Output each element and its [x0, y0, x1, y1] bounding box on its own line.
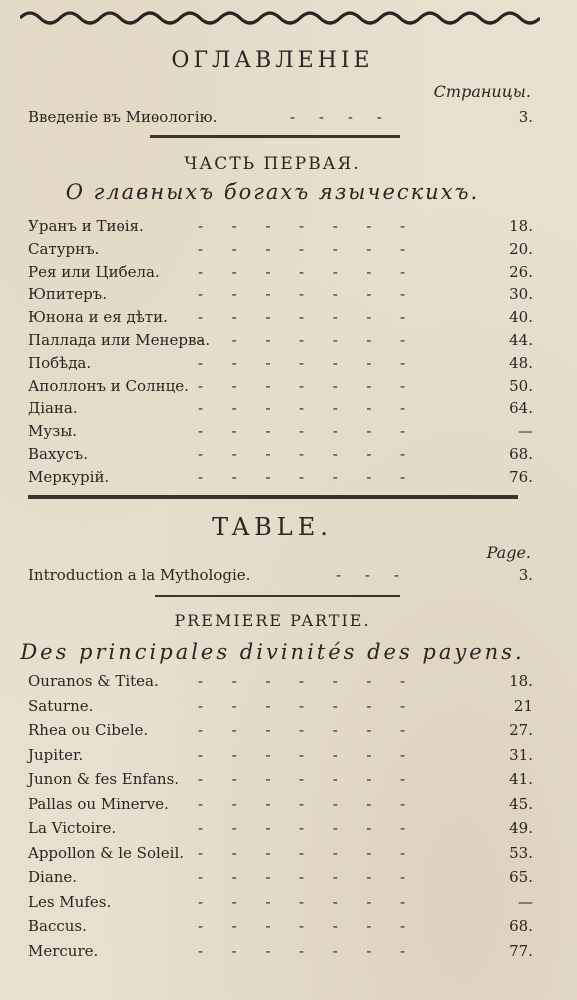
leader-dashes: - - - - - - -	[198, 794, 406, 813]
toc-row	[28, 284, 533, 304]
entry-label: Mercure.	[28, 941, 99, 960]
entry-label: Аполлонъ и Солнце.	[28, 376, 189, 395]
entry-page: 18.	[509, 217, 533, 235]
entry-page: 45.	[509, 794, 533, 813]
toc-row	[28, 867, 533, 887]
entry-page: 50.	[509, 376, 533, 395]
toc-row	[28, 720, 533, 740]
entry-label: Побѣда.	[28, 353, 92, 372]
entry-label: Saturne.	[28, 696, 94, 715]
entry-label: Рея или Цибела.	[28, 262, 160, 281]
entry-label: Jupiter.	[28, 745, 84, 764]
entry-page: —	[518, 892, 533, 911]
entry-page: 40.	[509, 308, 533, 327]
toc-row	[28, 398, 533, 418]
toc-row	[28, 330, 533, 350]
entry-label: Junon & fes Enfans.	[28, 770, 180, 788]
entry-page: 18.	[509, 672, 533, 690]
leader-dashes: - - - - - - -	[198, 745, 406, 764]
french-part-title: PREMIERE PARTIE.	[174, 611, 371, 630]
toc-row	[28, 444, 533, 464]
leader-dashes: - - - - - - -	[198, 672, 406, 690]
entry-page: 77.	[509, 941, 533, 960]
toc-row	[28, 467, 533, 487]
entry-page: 41.	[509, 770, 533, 788]
toc-row	[28, 892, 533, 912]
leader-dashes: - - - - - - -	[198, 331, 406, 349]
toc-row	[28, 421, 533, 441]
french-heading: TABLE.	[212, 513, 333, 541]
leader-dashes: - - - - - - -	[198, 843, 406, 862]
entry-page: 27.	[509, 721, 533, 739]
entry-page: 68.	[509, 445, 533, 463]
divider-rule	[155, 595, 400, 597]
toc-row	[28, 262, 533, 282]
entry-page: 21	[513, 696, 533, 715]
leader-dashes: - - - - - - -	[198, 285, 406, 304]
entry-label: Pallas ou Minerve.	[28, 794, 169, 813]
leader-dashes: - - - - - - -	[198, 819, 406, 837]
entry-label: Ouranos & Titea.	[28, 672, 159, 690]
entry-page: 3.	[518, 108, 533, 126]
entry-page: 31.	[509, 745, 533, 764]
entry-label: Меркурій.	[28, 467, 110, 486]
leader-dashes: - - - - - - -	[198, 917, 406, 935]
toc-row	[28, 769, 533, 789]
leader-dashes: - - - - - - -	[198, 770, 406, 788]
divider-rule	[150, 135, 400, 138]
entry-label: Юпитеръ.	[28, 285, 107, 304]
leader-dashes: - - - - - - -	[198, 892, 406, 911]
leader-dashes: - - - - - - -	[198, 217, 406, 235]
toc-row	[28, 843, 533, 863]
toc-row	[28, 376, 533, 396]
toc-row	[28, 353, 533, 373]
russian-subtitle: О главныхъ богахъ языческихъ.	[65, 180, 480, 204]
toc-row	[28, 307, 533, 327]
leader-dashes: - - - - - - -	[198, 467, 406, 486]
entry-page: —	[518, 422, 533, 441]
russian-pages-label: Страницы.	[433, 82, 531, 101]
entry-label: Музы.	[28, 422, 78, 441]
entry-page: 49.	[509, 819, 533, 837]
russian-intro-row: Введеніе въ Миѳологію. - - - - 3.	[28, 108, 533, 126]
wave-ornament	[20, 6, 540, 28]
toc-row	[28, 671, 533, 691]
toc-row	[28, 745, 533, 765]
leader-dashes: - - - - - - -	[198, 721, 406, 739]
leader-dashes: - - - - - - -	[198, 941, 406, 960]
divider-rule	[28, 495, 518, 499]
toc-row	[28, 916, 533, 936]
leader-dashes: - - - - - - -	[198, 422, 406, 441]
toc-row	[28, 696, 533, 716]
entry-label: Введеніе въ Миѳологію.	[28, 108, 218, 126]
entry-label: Паллада или Менерва.	[28, 331, 211, 349]
entry-page: 76.	[509, 467, 533, 486]
russian-part-title: ЧАСТЬ ПЕРВАЯ.	[184, 154, 361, 174]
entry-page: 44.	[509, 331, 533, 349]
entry-label: Baccus.	[28, 917, 87, 935]
toc-row	[28, 818, 533, 838]
entry-page: 20.	[509, 239, 533, 258]
russian-heading: ОГЛАВЛЕНІЕ	[171, 48, 374, 73]
entry-page: 30.	[509, 285, 533, 304]
entry-label: Appollon & le Soleil.	[28, 843, 185, 862]
entry-label: Сатурнъ.	[28, 239, 100, 258]
leader-dashes: - - - - - - -	[198, 239, 406, 258]
entry-page: 64.	[509, 399, 533, 418]
leader-dashes: - - - - - - -	[198, 445, 406, 463]
entry-page: 68.	[509, 917, 533, 935]
entry-label: Diane.	[28, 868, 78, 886]
entry-label: Rhea ou Cibele.	[28, 721, 149, 739]
entry-label: Les Mufes.	[28, 892, 112, 911]
entry-page: 65.	[509, 868, 533, 886]
leader-dashes: - - - - - - -	[198, 308, 406, 327]
french-pages-label: Page.	[486, 543, 531, 562]
entry-label: Вахусъ.	[28, 445, 88, 463]
leader-dashes: - - - - - - -	[198, 376, 406, 395]
leader-dashes: - - - - - - -	[198, 353, 406, 372]
french-subtitle: Des principales divinités des payens.	[20, 640, 525, 664]
entry-label: Діана.	[28, 399, 78, 418]
toc-row	[28, 794, 533, 814]
toc-row	[28, 941, 533, 961]
entry-label: Юнона и ея дѣти.	[28, 308, 168, 327]
leader-dashes: - - - - - - -	[198, 262, 406, 281]
entry-page: 53.	[509, 843, 533, 862]
entry-label: Уранъ и Тиѳія.	[28, 217, 144, 235]
leader-dashes: - - - - - - -	[198, 868, 406, 886]
leader-dashes: - - - - - - -	[198, 399, 406, 418]
entry-page: 48.	[509, 353, 533, 372]
entry-page: 26.	[509, 262, 533, 281]
toc-row	[28, 239, 533, 259]
entry-page: 3.	[518, 566, 533, 584]
leader-dashes: - - - - - - -	[198, 696, 406, 715]
toc-row	[28, 216, 533, 236]
french-intro-row: Introduction a la Mythologie. - - - 3.	[28, 566, 533, 584]
entry-label: La Victoire.	[28, 819, 117, 837]
entry-label: Introduction a la Mythologie.	[28, 566, 251, 584]
